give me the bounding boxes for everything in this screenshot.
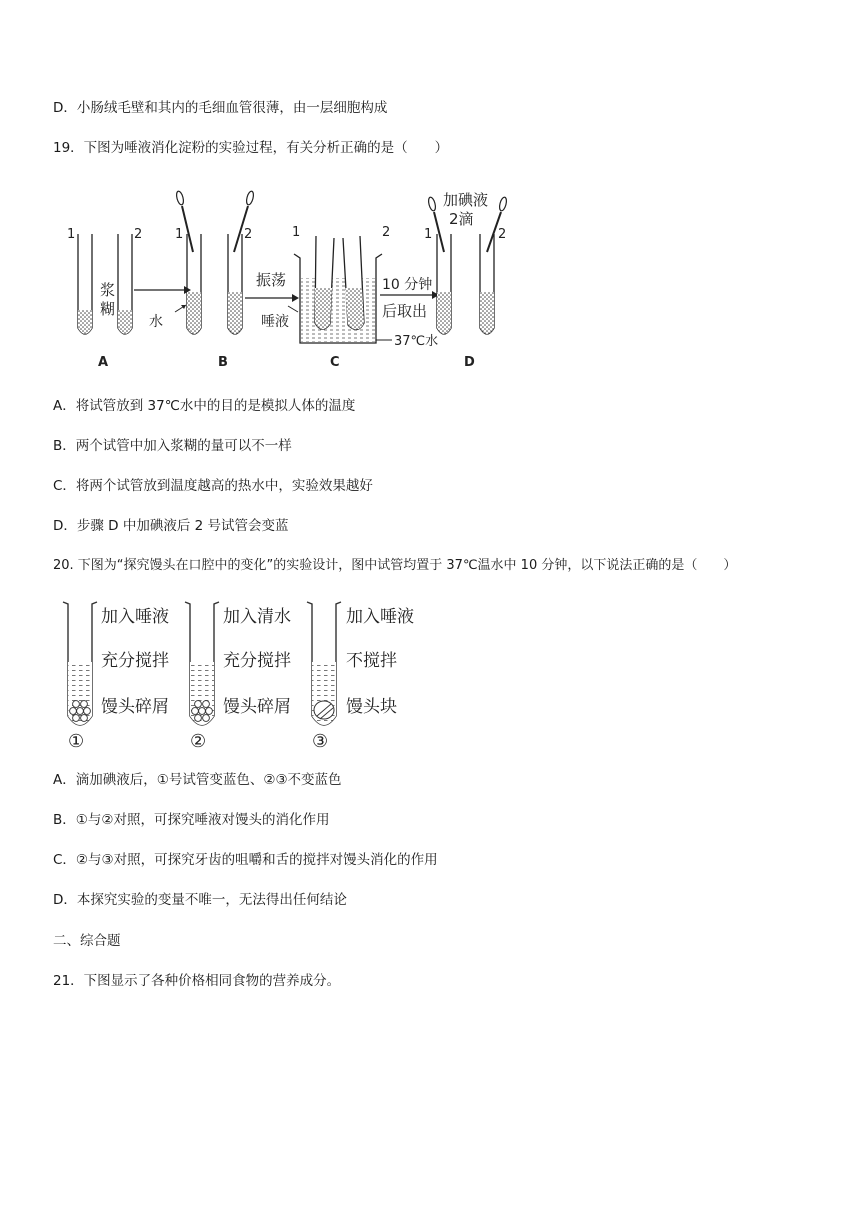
step-b-label: B [218,355,228,370]
step-b-tube2-number: 2 [244,227,253,242]
tube3-line2: 不搅拌 [346,651,397,671]
step-c-tube2-number: 2 [382,225,391,240]
q19-option-c: C．将两个试管放到温度越高的热水中，实验效果越好 [53,478,373,494]
tube2-line2: 充分搅拌 [223,651,291,671]
q21-stem: 21．下图显示了各种价格相同食物的营养成分。 [53,973,341,989]
step-a-label: A [98,355,109,370]
step-c-beaker [294,236,382,343]
label-paste-1: 浆 [100,281,116,299]
tube3-line3: 馒头块 [346,697,397,717]
step-c-label: C [330,355,340,370]
q20-tube-3 [307,602,341,725]
step-c-tube1-number: 1 [292,225,301,240]
label-iodine-2: 2滴 [449,210,474,228]
tube2-line3: 馒头碎屑 [223,697,291,717]
q18-option-d: D．小肠绒毛壁和其内的毛细血管很薄，由一层细胞构成 [53,100,388,116]
tube1-line1: 加入唾液 [101,607,169,627]
q20-tube-2 [185,602,219,725]
label-saliva: 唾液 [261,314,289,330]
q20-option-a: A．滴加碘液后，①号试管变蓝色、②③不变蓝色 [53,772,342,788]
label-paste-2: 糊 [100,300,116,318]
tube2-line1: 加入清水 [223,607,291,627]
tube1-line3: 馒头碎屑 [101,697,169,717]
step-d-tube1-number: 1 [424,227,433,242]
q19-option-b: B．两个试管中加入浆糊的量可以不一样 [53,438,292,454]
q20-stem: 20. 下图为“探究馒头在口腔中的变化”的实验设计，图中试管均置于 37℃温水中 10 分钟，以下说法正确的是（ ） [53,558,737,573]
step-b-tube1-number: 1 [175,227,184,242]
step-b-tubes [175,190,254,334]
label-time-2: 后取出 [382,302,428,320]
q20-option-d: D．本探究实验的变量不唯一，无法得出任何结论 [53,892,347,908]
label-water: 水 [149,314,163,330]
label-time-1: 10 分钟 [382,277,433,293]
step-a-tube2-number: 2 [134,227,143,242]
tube1-line2: 充分搅拌 [101,651,169,671]
step-d-label: D [464,355,475,370]
tube1-number: ① [68,731,85,750]
label-iodine-1: 加碘液 [443,191,489,209]
step-a-tube1-number: 1 [67,227,76,242]
q19-stem: 19．下图为唾液消化淀粉的实验过程，有关分析正确的是（ ） [53,140,449,156]
q20-tube-1 [63,602,97,725]
tube2-number: ② [190,731,207,750]
q20-figure [58,598,438,750]
label-shake: 振荡 [256,271,287,289]
q20-option-b: B．①与②对照，可探究唾液对馒头的消化作用 [53,812,330,828]
step-d-tube2-number: 2 [498,227,507,242]
tube3-line1: 加入唾液 [346,607,414,627]
q19-option-a: A．将试管放到 37℃水中的目的是模拟人体的温度 [53,398,356,414]
section-2-heading: 二、综合题 [53,933,121,949]
q20-option-c: C．②与③对照，可探究牙齿的咀嚼和舌的搅拌对馒头消化的作用 [53,852,438,868]
tube3-number: ③ [312,731,329,750]
q19-option-d: D．步骤 D 中加碘液后 2 号试管会变蓝 [53,518,289,534]
label-water-37: 37℃水 [394,334,439,349]
q19-figure [60,188,530,370]
